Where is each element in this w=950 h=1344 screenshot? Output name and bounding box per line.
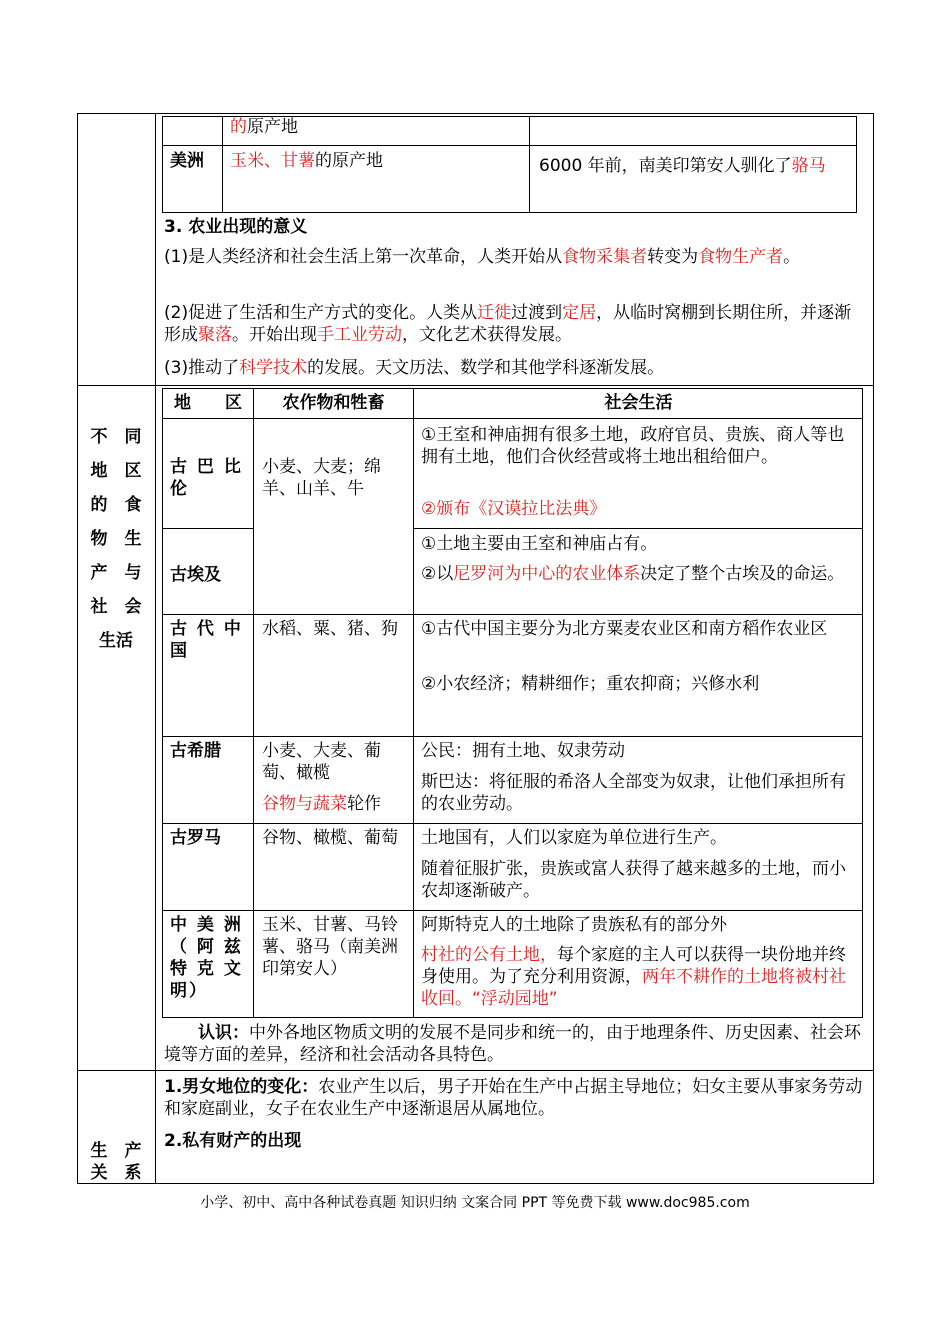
side-line: 物 生 xyxy=(90,529,142,549)
rt-col1 xyxy=(253,388,254,1018)
crops-china: 水稻、粟、猪、狗 xyxy=(262,619,398,639)
crops-greece-2 xyxy=(262,793,408,815)
rt-row-rome xyxy=(162,910,863,911)
crops-greece: 小麦、大麦、葡萄、橄榄 xyxy=(262,741,381,783)
life-babylon-2: ②颁布《汉谟拉比法典》 xyxy=(421,499,607,519)
life-aztec-1: 阿斯特克人的土地除了贵族私有的部分外 xyxy=(421,915,727,935)
life-rome-2: 随着征服扩张，贵族或富人获得了越来越多的土地，而小农却逐渐破产。 xyxy=(421,859,846,901)
relations-2-title: 2.私有财产的出现 xyxy=(164,1131,302,1151)
greece-rotation: 轮作 xyxy=(347,794,381,814)
outer-left xyxy=(77,113,78,1184)
note-text: 中外各地区物质文明的发展不是同步和统一的，由于地理条件、历史因素、社会环境等方面的差异，经济和社会活动各具特色。 xyxy=(164,1023,861,1065)
p1-a: (1)是人类经济和社会生活上第一次革命，人类开始从 xyxy=(164,247,563,267)
america-note xyxy=(539,150,851,182)
side-line: 生活 xyxy=(99,631,133,651)
outer-top xyxy=(77,113,874,114)
p2-c: ，从临时窝棚到长期住所，并逐渐形成 xyxy=(164,303,852,345)
aztec-red-2: 两年不耕作的土地将被村社收回。 xyxy=(421,967,846,1009)
life-egypt-2 xyxy=(421,563,857,585)
meaning-1 xyxy=(164,246,864,268)
rt-row-babylon-life xyxy=(413,528,863,529)
side-line: 的 食 xyxy=(90,495,142,515)
egypt-2r: 尼罗河为中心的农业体系 xyxy=(453,564,641,584)
p3-b: 的发展。天文历法、数学和其他学科逐渐发展。 xyxy=(307,358,665,378)
relations-1-text: 农业产生以后，男子开始在生产中占据主导地位；妇女主要从事家务劳动和家庭副业，女子在农业生产中逐渐退居从属地位。 xyxy=(164,1077,863,1119)
aztec-red-3: “浮动园地” xyxy=(472,989,558,1009)
rt-row-babylon-region xyxy=(162,528,254,529)
life-greece-2: 斯巴达：将征服的希洛人全部变为奴隶，让他们承担所有的农业劳动。 xyxy=(421,772,846,814)
p2-r4: 手工业劳动 xyxy=(317,325,402,345)
section3-title: 3. 农业出现的意义 xyxy=(164,217,308,237)
life-aztec-2 xyxy=(421,944,857,1010)
aztec-red-1: 村社的公有土地， xyxy=(421,945,557,965)
page-footer: 小学、初中、高中各种试卷真题 知识归纳 文案合同 PPT 等免费下载 www.doc985.com xyxy=(200,1195,750,1211)
side-line: 不 同 xyxy=(90,427,142,447)
region-babylon: 古 巴 比 伦 xyxy=(170,457,243,499)
side3-line: 关 系 xyxy=(90,1163,142,1183)
america-crops-red: 玉米、甘薯 xyxy=(230,151,315,171)
side3-line: 生 产 xyxy=(90,1141,142,1161)
side-line: 产 与 xyxy=(90,563,142,583)
america-note-text: 6000 年前，南美印第安人驯化了 xyxy=(539,156,792,176)
p3-a: (3)推动了 xyxy=(164,358,240,378)
p1-r1: 食物采集者 xyxy=(562,247,648,267)
life-rome-1: 土地国有，人们以家庭为单位进行生产。 xyxy=(421,828,727,848)
region-egypt: 古埃及 xyxy=(170,565,221,585)
crops-babylon: 小麦、大麦；绵羊、山羊、牛 xyxy=(262,457,381,499)
rt-row-header xyxy=(162,418,863,419)
crops-aztec: 玉米、甘薯、马铃薯、骆马（南美洲印第安人） xyxy=(262,915,398,979)
header-crops: 农作物和牲畜 xyxy=(282,393,385,413)
origin-red: 的 xyxy=(230,117,247,137)
rt-col2 xyxy=(413,388,414,1018)
top-inner-col2 xyxy=(529,116,530,213)
outer-right xyxy=(873,113,874,1184)
life-egypt-1: ①土地主要由王室和神庙占有。 xyxy=(421,534,658,554)
america-crops xyxy=(230,150,383,172)
life-china-2: ②小农经济；精耕细作；重农抑商；兴修水利 xyxy=(421,674,760,694)
p2-r2: 定居 xyxy=(562,303,597,323)
p3-r: 科学技术 xyxy=(239,358,308,378)
p1-b: 转变为 xyxy=(647,247,699,267)
life-babylon-1: ①王室和神庙拥有很多土地，政府官员、贵族、商人等也拥有土地，他们合伙经营或将土地出租给佃户。 xyxy=(421,425,845,467)
aztec-text: 每个家庭的主人可以获得一块份地并终身使用。为了充分利用资源， xyxy=(421,945,846,987)
p2-b: 过渡到 xyxy=(511,303,563,323)
p2-d: 。开始出现 xyxy=(232,325,317,345)
meaning-3 xyxy=(164,357,864,379)
origin-rest: 原产地 xyxy=(247,117,298,137)
life-greece-1: 公民：拥有土地、奴隶劳动 xyxy=(421,741,625,761)
relations-1-title: 1.男女地位的变化： xyxy=(164,1077,319,1097)
p1-c: 。 xyxy=(783,247,801,267)
outer-bottom xyxy=(77,1183,874,1184)
rt-row-china xyxy=(162,736,863,737)
p2-e: ，文化艺术获得发展。 xyxy=(402,325,572,345)
p2-r3: 聚落 xyxy=(198,325,232,345)
region-america: 美洲 xyxy=(170,151,204,171)
outer-col xyxy=(155,113,156,1184)
origin-text-prev xyxy=(230,116,298,138)
p2-a: (2)促进了生活和生产方式的变化。人类从 xyxy=(164,303,478,323)
relations-1 xyxy=(164,1076,866,1120)
p1-r2: 食物生产者 xyxy=(698,247,784,267)
egypt-2a: ②以 xyxy=(421,564,454,584)
rt-row-egypt xyxy=(162,614,863,615)
outer-row1 xyxy=(77,385,874,386)
region-china: 古 代 中 国 xyxy=(170,619,243,661)
outer-row2 xyxy=(77,1070,874,1071)
section2-note xyxy=(164,1022,864,1066)
greece-rotation-red: 谷物与蔬菜 xyxy=(262,794,347,814)
header-region: 地 区 xyxy=(174,393,242,413)
section3-side-label xyxy=(84,1140,148,1184)
rt-row-greece xyxy=(162,823,863,824)
crops-rome: 谷物、橄榄、葡萄 xyxy=(262,828,398,848)
p2-r1: 迁徙 xyxy=(477,303,512,323)
region-aztec: 中 美 洲 （ 阿 兹 特 克 文 明） xyxy=(170,915,243,1001)
section2-side-label xyxy=(84,420,148,658)
life-china-1: ①古代中国主要分为北方粟麦农业区和南方稻作农业区 xyxy=(421,619,828,639)
top-inner-col1 xyxy=(222,116,223,213)
region-greece: 古希腊 xyxy=(170,741,221,761)
header-life: 社会生活 xyxy=(604,393,673,413)
region-rome: 古罗马 xyxy=(170,828,221,848)
top-inner-row xyxy=(162,145,857,146)
america-note-red: 骆马 xyxy=(791,156,826,176)
note-label: 认识： xyxy=(198,1023,249,1043)
america-crops-rest: 的原产地 xyxy=(315,151,383,171)
meaning-2 xyxy=(164,302,864,346)
egypt-2b: 决定了整个古埃及的命运。 xyxy=(640,564,845,584)
side-line: 社 会 xyxy=(90,597,142,617)
side-line: 地 区 xyxy=(90,461,142,481)
